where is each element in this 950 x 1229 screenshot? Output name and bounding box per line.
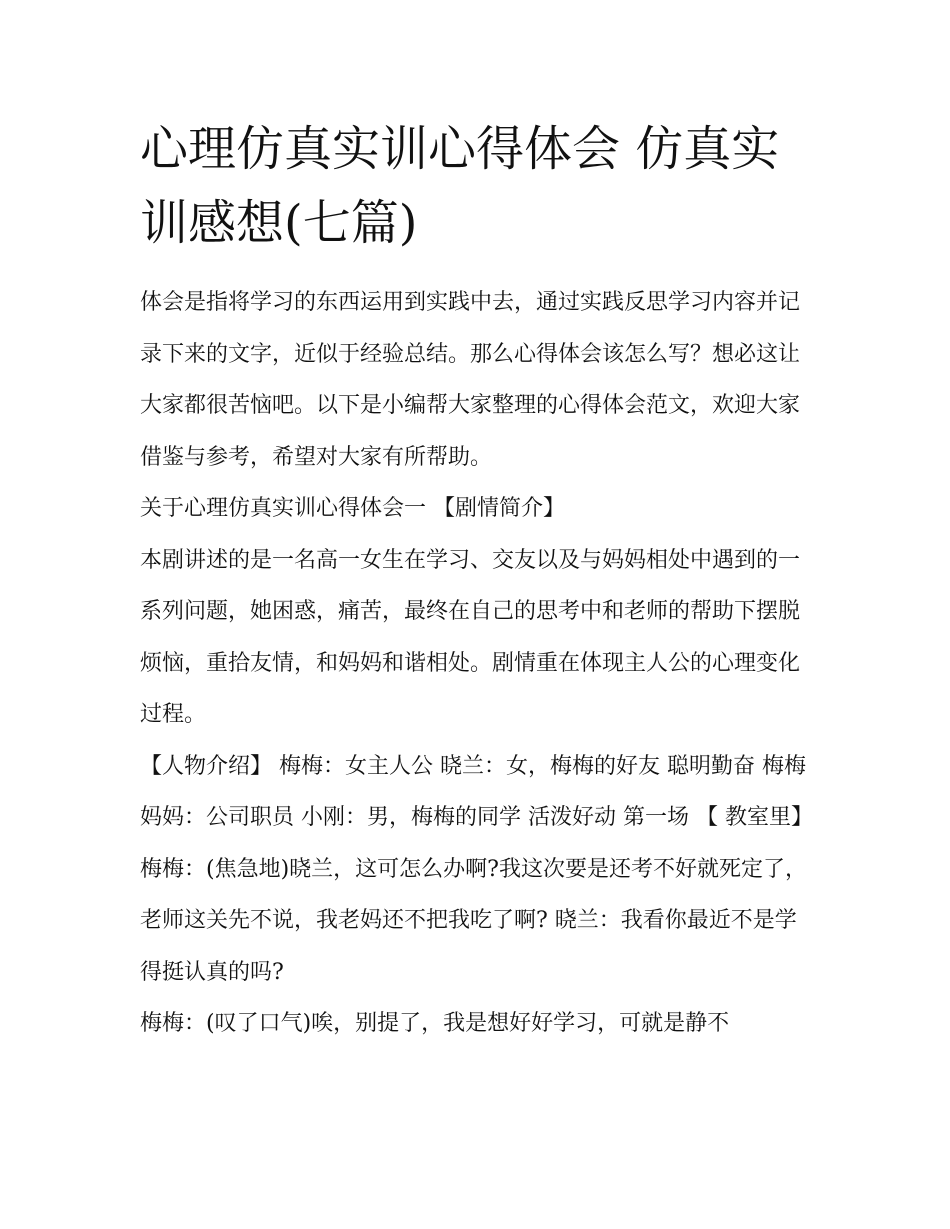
section-heading: 关于心理仿真实训心得体会一 【剧情简介】 bbox=[140, 496, 565, 521]
intro-paragraph: 体会是指将学习的东西运用到实践中去，通过实践反思学习内容并记录下来的文字，近似于经验总结。那么心得体会该怎么写？想必这让大家都很苦恼吧。以下是小编帮大家整理的心得体会范文，欢迎大家借鉴与参考，希望对大家有所帮助。 bbox=[140, 290, 801, 470]
dialogue-paragraph: 梅梅：(焦急地)晓兰，这可怎么办啊?我这次要是还考不好就死定了，老师这关先不说，我老妈还不把我吃了啊? 晓兰：我看你最近不是学得挺认真的吗? bbox=[140, 856, 807, 985]
document-title: 心理仿真实训心得体会 仿真实训感想(七篇) bbox=[140, 121, 780, 251]
dialogue-paragraph: 梅梅：(叹了口气)唉，别提了，我是想好好学习，可就是静不 bbox=[140, 1011, 730, 1036]
plot-summary-paragraph: 本剧讲述的是一名高一女生在学习、交友以及与妈妈相处中遇到的一系列问题，她困惑，痛苦，最终在自己的思考中和老师的帮助下摆脱烦恼，重拾友情，和妈妈和谐相处。剧情重在体现主人公的心理变化过程。 bbox=[140, 547, 801, 727]
characters-paragraph: 【人物介绍】 梅梅：女主人公 晓兰：女，梅梅的好友 聪明勤奋 梅梅妈妈：公司职员 小刚：男，梅梅的同学 活泼好动 第一场 【 教室里】 bbox=[140, 753, 813, 830]
document-body bbox=[140, 277, 815, 1050]
